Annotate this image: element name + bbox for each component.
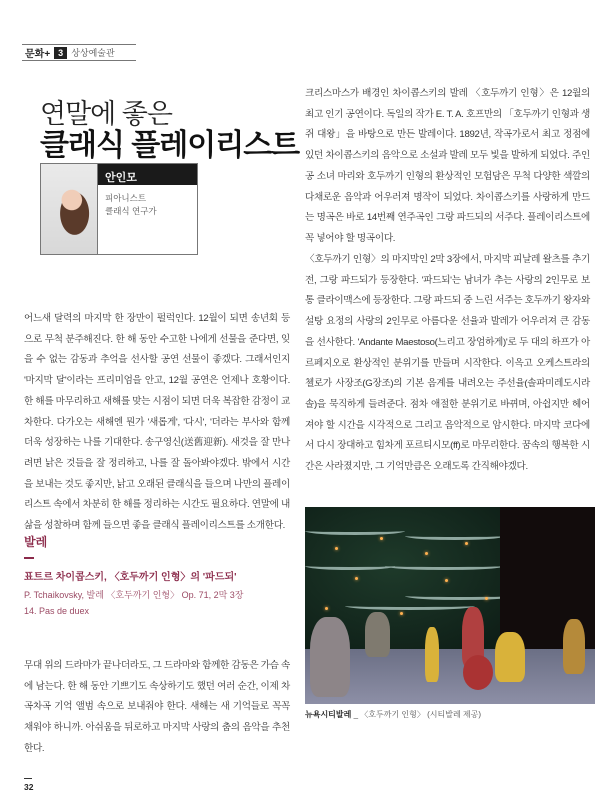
right-paragraph-2: 〈호두까기 인형〉의 마지막인 2막 3장에서, 마지막 피날레 왈츠를 추기 전, 그랑 파드되가 등장한다. '파드되'는 남녀가 추는 사랑의 2인무로 보통 클라이맥스에 등장한다. 그랑 파드되 중 느린 서주는 호두까기 왕자와 설탕 요정의 사랑의 2인무로 아름다운 선율과 발레가 어우러져 큰 감동을 선사한다. 'Andante Maestoso(느리고 장엄하게)'로 두 대의 하프가 아르페지오로 환상적인 분위기를 만들며 시작한다. 이윽고 오케스트라의 첼로가 사장조(G장조)의 기본 음계를 내려오는 주선율(솔파미레도시라솔)을 묵직하게 들려준다. 점차 애절한 분위기로 바뀌며, 아쉽지만 헤어져야 할 시간을 시각적으로 그리고 음악적으로 암시한다. 마지막 코다에서 다시 장대하고 힘차게 포르티시모(ff)로 마무리한다. 꿈속의 행복한 시간은 사라졌지만, 그 기억만큼은 오래도록 간직해야겠다. — [305, 254, 590, 473]
photo-caption — [305, 709, 481, 720]
caption-text: _ 〈호두까기 인형〉 (시티발레 제공) — [353, 710, 482, 719]
piece-meta: 14. Pas de duex — [24, 606, 90, 616]
title-line1: 연말에 좋은 — [40, 99, 172, 129]
subsection-label: 상상예술관 — [71, 48, 115, 58]
page-number-dash — [24, 778, 32, 779]
author-role: 피아니스트 — [105, 193, 147, 203]
category-heading: 발레 — [24, 535, 48, 549]
author-box — [40, 163, 198, 255]
page-number: 32 — [24, 782, 34, 792]
author-name: 안인모 — [98, 164, 197, 185]
piece-meta: P. Tchaikovsky, 발레 〈호두까기 인형〉 Op. 71, 2막 3장 — [24, 590, 244, 600]
right-paragraph-1: 크리스마스가 배경인 차이콥스키의 발레 〈호두까기 인형〉은 12월의 최고 인기 공연이다. 독일의 작가 E. T. A. 호프만의 「호두까기 인형과 생쥐 대왕」을 바탕으로 만든 발레이다. 1892년, 작곡가로서 최고 정점에 있던 차이콥스키의 음악으로 소설과 발레 모두 빛을 발하게 되었다. 주인공 소녀 마리와 호두까기 인형의 환상적인 모험담은 무척 다양한 색깔의 다채로운 음악과 어우러져 명작이 되었다. 차이콥스키를 사랑하게 만드는 명곡은 바로 14번째 연주곡인 그랑 파드되의 서주다. 플레이리스트에 꼭 넣어야 할 명곡이다. — [305, 88, 590, 244]
section-number: 3 — [54, 47, 67, 59]
title-line2: 클래식 플레이리스트 — [40, 129, 300, 162]
caption-credit: 뉴욕시티발레 — [305, 710, 352, 719]
closing-paragraph: 무대 위의 드라마가 끝나더라도, 그 드라마와 함께한 감동은 가슴 속에 남는다. 한 해 동안 기쁘기도 속상하기도 했던 여러 순간, 이제 차곡차곡 기억 앨범 속으로 보내줘야 한다. 새해는 새 기억들로 꼭꼭 채워야 하니까. 아쉬움을 뒤로하고 마지막 사랑의 춤의 음악을 추천한다. — [24, 660, 290, 754]
section-label: 문화+ — [25, 49, 51, 60]
piece-title: 표트르 차이콥스키, 〈호두까기 인형〉의 '파드되' — [24, 572, 237, 583]
author-photo — [41, 164, 98, 254]
author-role: 클래식 연구가 — [105, 206, 157, 216]
divider — [24, 557, 34, 559]
section-header — [22, 44, 136, 61]
ballet-photo — [305, 507, 595, 704]
intro-paragraph: 어느새 달력의 마지막 한 장만이 펄럭인다. 12월이 되면 송년회 등으로 무척 분주해진다. 한 해 동안 수고한 나에게 선물을 준다면, 잊을 수 없는 감동과 추억을 선사할 공연 선물이 좋겠다. 그래서인지 '마지막 달'이라는 프리미엄을 안고, 12월 공연은 언제나 호황이다. 한 해를 마무리하고 새해를 맞는 시점이 되면 더욱 복잡한 감정이 교차한다. 다가오는 새해엔 뭔가 '새롭게', '다시', '더라는 부사와 함께 더욱 성장하는 나를 기대한다. 송구영신(送舊迎新). 새것을 잘 만나려면 낡은 것들을 잘 정리하고, 나를 잘 돌아봐야겠다. 밖에서 시간을 보내는 것도 좋지만, 낡고 오래된 클래식을 들으며 나만의 플레이리스트 속에서 차분히 한 해를 정리하는 시간도 필요하다. 연말에 내 삶을 성찰하며 함께 들으면 좋을 클래식 플레이리스트를 소개한다. — [24, 313, 290, 532]
